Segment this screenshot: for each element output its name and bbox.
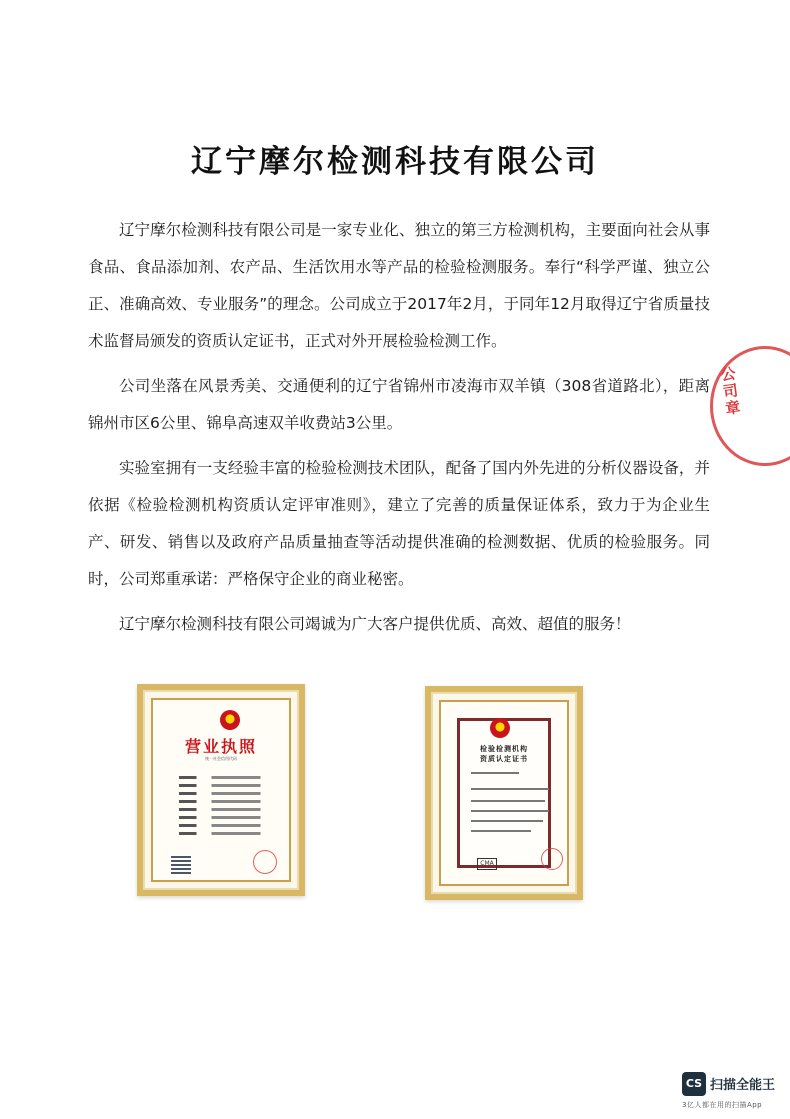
camscanner-logo-icon: CS [682, 1072, 706, 1096]
registration-seal-icon [253, 850, 277, 874]
license-field-row [179, 816, 275, 819]
qr-code-icon [171, 854, 191, 874]
certificate-text-line [471, 810, 549, 812]
accreditation-heading-line1: 检验检测机构 [480, 744, 528, 753]
document-title: 辽宁摩尔检测科技有限公司 [191, 144, 599, 180]
cma-mark-icon: CMA [477, 858, 497, 870]
watermark-tagline: 3亿人都在用的扫描App [682, 1101, 763, 1109]
license-heading: 营业执照 [184, 737, 257, 756]
paragraph-laboratory: 实验室拥有一支经验丰富的检验检测技术团队，配备了国内外先进的分析仪器设备，并依据《检验检测机构资质认定评审准则》，建立了完善的质量保证体系，致力于为企业生产、研发、销售以及政府产品质量抽查等活动提供准确的检测数据、优质的检验服务。同时，公司郑重承诺：严格保守企业的商业秘密。 [88, 459, 710, 588]
document-body [88, 212, 710, 651]
certificate-text-line [471, 830, 531, 832]
license-subheading: 统一社会信用代码 [205, 756, 237, 761]
license-field-row [179, 784, 275, 787]
scanner-watermark [682, 1072, 782, 1112]
seal-text: 公司章 [717, 365, 743, 419]
license-field-row [179, 824, 275, 827]
certificate-frame [151, 698, 291, 882]
accreditation-seal-icon [541, 848, 563, 870]
business-license-certificate [137, 684, 305, 896]
certificate-text-line [471, 772, 519, 774]
national-emblem-icon [220, 710, 240, 730]
certificate-text-line [471, 788, 549, 790]
company-seal-stamp [696, 346, 790, 466]
license-field-row [179, 792, 275, 795]
license-field-row [179, 800, 275, 803]
certificate-inner-frame [457, 718, 551, 868]
certificate-text-line [471, 800, 545, 802]
certificate-text-line [471, 820, 543, 822]
watermark-app-name: 扫描全能王 [710, 1078, 776, 1093]
national-emblem-icon [490, 718, 510, 738]
license-field-row [179, 832, 275, 835]
paragraph-intro: 辽宁摩尔检测科技有限公司是一家专业化、独立的第三方检测机构，主要面向社会从事食品、食品添加剂、农产品、生活饮用水等产品的检验检测服务。奉行“科学严谨、独立公正、准确高效、专业服务”的理念。公司成立于2017年2月，于同年12月取得辽宁省质量技术监督局颁发的资质认定证书，正式对外开展检验检测工作。 [88, 221, 710, 350]
paragraph-location: 公司坐落在风景秀美、交通便利的辽宁省锦州市凌海市双羊镇（308省道路北），距离锦州市区6公里、锦阜高速双羊收费站3公里。 [88, 377, 710, 432]
paragraph-closing: 辽宁摩尔检测科技有限公司竭诚为广大客户提供优质、高效、超值的服务！ [119, 615, 631, 633]
accreditation-certificate [425, 686, 583, 900]
license-field-row [179, 808, 275, 811]
license-field-row [179, 776, 275, 779]
accreditation-heading-line2: 资质认定证书 [480, 754, 528, 763]
